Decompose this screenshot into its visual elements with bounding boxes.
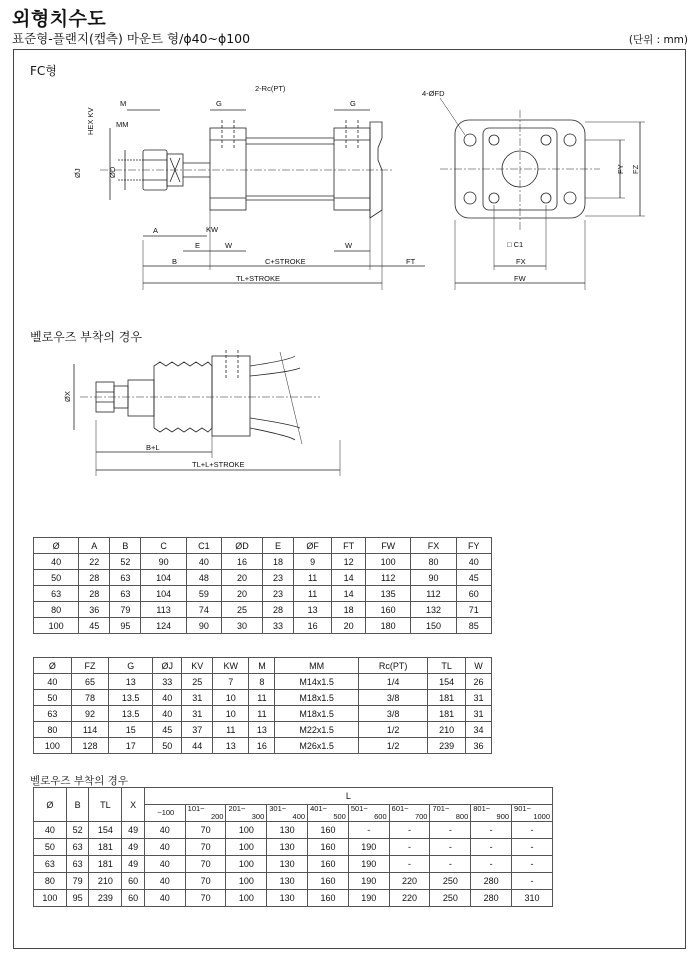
dim-b-plus-l: B+L bbox=[146, 443, 160, 452]
table-cell: 60 bbox=[122, 890, 145, 907]
table-cell: 181 bbox=[428, 706, 466, 722]
table-cell: 130 bbox=[267, 873, 308, 890]
dim-a: A bbox=[153, 226, 159, 235]
table-cell: 132 bbox=[411, 602, 456, 618]
range-from: 901~ bbox=[514, 804, 531, 813]
table-cell: 20 bbox=[222, 586, 263, 602]
dim-g-right: G bbox=[350, 99, 356, 108]
range-to: 700 bbox=[414, 812, 428, 821]
table-row bbox=[34, 586, 492, 602]
table-cell: 34 bbox=[466, 722, 492, 738]
header-cell: ØD bbox=[222, 538, 263, 554]
table-header-row bbox=[34, 658, 492, 674]
bellows-table-label: 벨로우즈 부착의 경우 bbox=[30, 775, 128, 787]
table-cell: 45 bbox=[152, 722, 181, 738]
table-cell: 100 bbox=[34, 890, 67, 907]
table-cell: 40 bbox=[144, 856, 185, 873]
header-cell: ØF bbox=[294, 538, 332, 554]
table-cell: 130 bbox=[267, 822, 308, 839]
table-cell: 95 bbox=[110, 618, 141, 634]
table-cell: 45 bbox=[79, 618, 110, 634]
table-row bbox=[34, 890, 553, 907]
range-from: 401~ bbox=[310, 804, 327, 813]
table-cell: - bbox=[512, 856, 553, 873]
table-cell: 160 bbox=[308, 856, 349, 873]
bellows-view bbox=[74, 350, 340, 476]
table-row bbox=[34, 674, 492, 690]
range-from: 701~ bbox=[432, 804, 450, 813]
table-header-row bbox=[34, 538, 492, 554]
header-cell: Ø bbox=[34, 658, 72, 674]
table-cell: 181 bbox=[428, 690, 466, 706]
table-cell: - bbox=[348, 822, 389, 839]
table-cell: 181 bbox=[89, 839, 122, 856]
table-cell: 37 bbox=[182, 722, 213, 738]
table-cell: 40 bbox=[456, 554, 491, 570]
range-to: 500 bbox=[333, 812, 346, 821]
table-cell: 160 bbox=[308, 890, 349, 907]
table-cell: 150 bbox=[411, 618, 456, 634]
table-cell: 280 bbox=[471, 890, 512, 907]
table-cell: 40 bbox=[144, 839, 185, 856]
table-cell: 250 bbox=[430, 873, 471, 890]
table-cell: 100 bbox=[366, 554, 411, 570]
dim-mm: MM bbox=[116, 120, 129, 129]
table-cell: 10 bbox=[213, 690, 249, 706]
table-cell: M14x1.5 bbox=[275, 674, 359, 690]
table-cell: 190 bbox=[348, 890, 389, 907]
table-cell: 70 bbox=[185, 873, 226, 890]
table-cell: - bbox=[430, 822, 471, 839]
table-cell: 31 bbox=[466, 690, 492, 706]
dim-j: ØJ bbox=[73, 168, 82, 178]
table-cell: 63 bbox=[66, 856, 89, 873]
range-from: 301~ bbox=[269, 804, 287, 813]
table-cell: 26 bbox=[466, 674, 492, 690]
table-cell: 1/2 bbox=[358, 738, 427, 754]
table-cell: 8 bbox=[249, 674, 275, 690]
table-cell: 13 bbox=[249, 722, 275, 738]
table-cell: 70 bbox=[185, 822, 226, 839]
table-cell: 80 bbox=[34, 722, 72, 738]
table-cell: 22 bbox=[79, 554, 110, 570]
dim-e: E bbox=[195, 241, 201, 250]
table-cell: 13.5 bbox=[109, 706, 153, 722]
table-cell: 11 bbox=[249, 690, 275, 706]
range-to: 200 bbox=[210, 812, 224, 821]
table-cell: - bbox=[389, 822, 430, 839]
table-cell: 18 bbox=[332, 602, 366, 618]
dim-d: ØD bbox=[108, 166, 117, 178]
table-cell: 80 bbox=[411, 554, 456, 570]
table-cell: 14 bbox=[332, 570, 366, 586]
dim-tl-l-stroke: TL+L+STROKE bbox=[192, 460, 245, 469]
range-from: 201~ bbox=[228, 804, 246, 813]
table-cell: 18 bbox=[262, 554, 293, 570]
table-cell: 160 bbox=[308, 873, 349, 890]
table-cell: 33 bbox=[152, 674, 181, 690]
table-cell: - bbox=[389, 839, 430, 856]
table-cell: 60 bbox=[456, 586, 491, 602]
table-cell: 50 bbox=[34, 839, 67, 856]
table-cell: 280 bbox=[471, 873, 512, 890]
table-cell: 50 bbox=[34, 570, 79, 586]
range-from: 501~ bbox=[350, 804, 368, 813]
table-cell: - bbox=[471, 856, 512, 873]
table-cell: 130 bbox=[267, 890, 308, 907]
table-cell: 16 bbox=[222, 554, 263, 570]
table-cell: 100 bbox=[34, 738, 72, 754]
cylinder-side-view bbox=[100, 110, 425, 290]
header-cell: FT bbox=[332, 538, 366, 554]
range-header-cell bbox=[348, 805, 389, 822]
table-cell: 36 bbox=[79, 602, 110, 618]
range-header-cell bbox=[471, 805, 512, 822]
range-to: 400 bbox=[292, 812, 306, 821]
table-cell: 70 bbox=[185, 856, 226, 873]
table-cell: 63 bbox=[34, 586, 79, 602]
range-header-cell bbox=[512, 805, 553, 822]
table-cell: 16 bbox=[294, 618, 332, 634]
table-cell: 40 bbox=[34, 674, 72, 690]
table-cell: 20 bbox=[222, 570, 263, 586]
table-cell: 60 bbox=[122, 873, 145, 890]
table-cell: 59 bbox=[186, 586, 221, 602]
header-cell: G bbox=[109, 658, 153, 674]
table-cell: 100 bbox=[34, 618, 79, 634]
header-cell: Rc(PT) bbox=[358, 658, 427, 674]
range-header-cell bbox=[226, 805, 267, 822]
table-row bbox=[34, 822, 553, 839]
table-cell: 40 bbox=[186, 554, 221, 570]
range-header-cell bbox=[308, 805, 349, 822]
table-cell: 220 bbox=[389, 873, 430, 890]
flange-front-view bbox=[440, 98, 645, 290]
table-cell: 33 bbox=[262, 618, 293, 634]
table-cell: 180 bbox=[366, 618, 411, 634]
table-cell: 40 bbox=[34, 554, 79, 570]
dim-fy: FY bbox=[616, 164, 625, 174]
table-cell: 40 bbox=[144, 890, 185, 907]
table-cell: 63 bbox=[34, 856, 67, 873]
dim-w-left: W bbox=[225, 241, 233, 250]
header-cell: C bbox=[141, 538, 186, 554]
dim-fx: FX bbox=[516, 257, 526, 266]
table-cell: 13 bbox=[213, 738, 249, 754]
table-cell: 15 bbox=[109, 722, 153, 738]
table-cell: 49 bbox=[122, 839, 145, 856]
table-cell: 154 bbox=[89, 822, 122, 839]
table-cell: 13 bbox=[109, 674, 153, 690]
table-cell: 11 bbox=[294, 570, 332, 586]
table-cell: 40 bbox=[144, 873, 185, 890]
dim-m: M bbox=[120, 99, 127, 108]
table-cell: 190 bbox=[348, 873, 389, 890]
table-row bbox=[34, 618, 492, 634]
table-cell: 1/2 bbox=[358, 722, 427, 738]
range-header-cell bbox=[430, 805, 471, 822]
table-cell: 74 bbox=[186, 602, 221, 618]
table-cell: 49 bbox=[122, 822, 145, 839]
dim-ft: FT bbox=[406, 257, 416, 266]
table-cell: 65 bbox=[71, 674, 109, 690]
range-from: 801~ bbox=[473, 804, 491, 813]
table-cell: 48 bbox=[186, 570, 221, 586]
table-cell: M26x1.5 bbox=[275, 738, 359, 754]
header-cell-l: L bbox=[144, 788, 552, 805]
table-cell: 210 bbox=[428, 722, 466, 738]
table-cell: 28 bbox=[79, 570, 110, 586]
table-cell: 45 bbox=[456, 570, 491, 586]
table-cell: 49 bbox=[122, 856, 145, 873]
table-cell: 50 bbox=[152, 738, 181, 754]
table-cell: - bbox=[471, 822, 512, 839]
table-cell: 239 bbox=[428, 738, 466, 754]
table-row bbox=[34, 722, 492, 738]
table-cell: 40 bbox=[152, 706, 181, 722]
table-cell: 92 bbox=[71, 706, 109, 722]
table-cell: 25 bbox=[182, 674, 213, 690]
header-cell: E bbox=[262, 538, 293, 554]
table-cell: 154 bbox=[428, 674, 466, 690]
table-cell: 90 bbox=[186, 618, 221, 634]
table-cell: 11 bbox=[249, 706, 275, 722]
table-row bbox=[34, 554, 492, 570]
page-subtitle: 표준형-플랜지(캡측) 마운트 형/ϕ40~ϕ100 bbox=[12, 31, 251, 46]
range-to: 900 bbox=[496, 812, 510, 821]
bellows-drawing-label: 벨로우즈 부착의 경우 bbox=[30, 330, 142, 344]
table-cell: 9 bbox=[294, 554, 332, 570]
table-cell: 63 bbox=[34, 706, 72, 722]
table-cell: 250 bbox=[430, 890, 471, 907]
header-cell: FW bbox=[366, 538, 411, 554]
table-cell: 13.5 bbox=[109, 690, 153, 706]
table-cell: 210 bbox=[89, 873, 122, 890]
table-cell: 104 bbox=[141, 570, 186, 586]
table-cell: 3/8 bbox=[358, 706, 427, 722]
header-cell: M bbox=[249, 658, 275, 674]
table-cell: 63 bbox=[110, 570, 141, 586]
table-cell: 78 bbox=[71, 690, 109, 706]
table-cell: 52 bbox=[110, 554, 141, 570]
table-row bbox=[34, 570, 492, 586]
table-header-row bbox=[34, 788, 553, 805]
table-cell: 25 bbox=[222, 602, 263, 618]
dim-x: ØX bbox=[63, 391, 72, 402]
table-row bbox=[34, 690, 492, 706]
table-cell: 16 bbox=[249, 738, 275, 754]
range-to: 600 bbox=[374, 812, 387, 821]
table-cell: 114 bbox=[71, 722, 109, 738]
table-cell: M22x1.5 bbox=[275, 722, 359, 738]
range-header-cell bbox=[144, 805, 185, 822]
table-cell: 190 bbox=[348, 856, 389, 873]
table-cell: 160 bbox=[366, 602, 411, 618]
table-cell: 31 bbox=[466, 706, 492, 722]
range-header-cell bbox=[389, 805, 430, 822]
dim-rc: 2-Rc(PT) bbox=[255, 84, 286, 93]
table-cell: - bbox=[512, 873, 553, 890]
table-cell: 104 bbox=[141, 586, 186, 602]
table-cell: 40 bbox=[152, 690, 181, 706]
header-cell: TL bbox=[89, 788, 122, 822]
range-from: ~100 bbox=[157, 808, 175, 817]
table-cell: 80 bbox=[34, 873, 67, 890]
table-cell: 17 bbox=[109, 738, 153, 754]
table-cell: 100 bbox=[226, 890, 267, 907]
table-cell: 10 bbox=[213, 706, 249, 722]
table-cell: 7 bbox=[213, 674, 249, 690]
table-row bbox=[34, 706, 492, 722]
header-cell: FY bbox=[456, 538, 491, 554]
table-cell: 100 bbox=[226, 873, 267, 890]
bellows-table bbox=[33, 787, 553, 907]
table-cell: 23 bbox=[262, 586, 293, 602]
table-cell: 130 bbox=[267, 839, 308, 856]
table-cell: 220 bbox=[389, 890, 430, 907]
table-cell: 239 bbox=[89, 890, 122, 907]
table-cell: 28 bbox=[262, 602, 293, 618]
table-cell: - bbox=[430, 839, 471, 856]
dim-g-left: G bbox=[216, 99, 222, 108]
range-to: 800 bbox=[455, 812, 469, 821]
table-cell: 44 bbox=[182, 738, 213, 754]
dim-fd: 4-ØFD bbox=[422, 89, 445, 98]
table-row bbox=[34, 602, 492, 618]
range-to: 300 bbox=[251, 812, 265, 821]
header-cell: C1 bbox=[186, 538, 221, 554]
header-cell: W bbox=[466, 658, 492, 674]
table-cell: 190 bbox=[348, 839, 389, 856]
header-cell: KW bbox=[213, 658, 249, 674]
table-cell: 112 bbox=[366, 570, 411, 586]
table-cell: 100 bbox=[226, 856, 267, 873]
header-cell: ØJ bbox=[152, 658, 181, 674]
table-cell: 31 bbox=[182, 690, 213, 706]
table-cell: 310 bbox=[512, 890, 553, 907]
table-cell: 11 bbox=[294, 586, 332, 602]
table-row bbox=[34, 873, 553, 890]
range-from: 101~ bbox=[187, 804, 205, 813]
table-cell: 112 bbox=[411, 586, 456, 602]
range-header-cell bbox=[185, 805, 226, 822]
header-cell: X bbox=[122, 788, 145, 822]
dim-hex-kv: HEX KV bbox=[86, 107, 95, 135]
table-cell: 90 bbox=[411, 570, 456, 586]
range-to: 1000 bbox=[533, 812, 550, 821]
range-from: 601~ bbox=[391, 804, 409, 813]
fc-type-label: FC형 bbox=[30, 64, 57, 78]
table-cell: 63 bbox=[110, 586, 141, 602]
table-cell: - bbox=[389, 856, 430, 873]
dimension-table-1 bbox=[33, 537, 492, 634]
header-cell: TL bbox=[428, 658, 466, 674]
table-cell: 28 bbox=[79, 586, 110, 602]
dim-b: B bbox=[172, 257, 178, 266]
table-cell: - bbox=[512, 839, 553, 856]
table-cell: - bbox=[512, 822, 553, 839]
header-cell: B bbox=[110, 538, 141, 554]
table-cell: 80 bbox=[34, 602, 79, 618]
header-cell: Ø bbox=[34, 788, 67, 822]
table-cell: 135 bbox=[366, 586, 411, 602]
table-cell: 3/8 bbox=[358, 690, 427, 706]
header-cell: MM bbox=[275, 658, 359, 674]
table-cell: 63 bbox=[66, 839, 89, 856]
table-cell: 79 bbox=[110, 602, 141, 618]
table-cell: 113 bbox=[141, 602, 186, 618]
header-cell: A bbox=[79, 538, 110, 554]
header-cell: B bbox=[66, 788, 89, 822]
table-cell: 70 bbox=[185, 890, 226, 907]
table-cell: 100 bbox=[226, 822, 267, 839]
dim-tl-stroke: TL+STROKE bbox=[236, 274, 280, 283]
table-cell: 40 bbox=[34, 822, 67, 839]
table-cell: 130 bbox=[267, 856, 308, 873]
header-cell: FZ bbox=[71, 658, 109, 674]
dim-kw: KW bbox=[206, 225, 219, 234]
table-cell: 124 bbox=[141, 618, 186, 634]
table-cell: 71 bbox=[456, 602, 491, 618]
table-cell: 100 bbox=[226, 839, 267, 856]
table-row bbox=[34, 738, 492, 754]
table-cell: 1/4 bbox=[358, 674, 427, 690]
table-cell: 79 bbox=[66, 873, 89, 890]
table-cell: - bbox=[430, 856, 471, 873]
dim-c-stroke: C+STROKE bbox=[265, 257, 306, 266]
table-cell: 50 bbox=[34, 690, 72, 706]
table-cell: 52 bbox=[66, 822, 89, 839]
table-cell: 70 bbox=[185, 839, 226, 856]
table-cell: 40 bbox=[144, 822, 185, 839]
table-cell: M18x1.5 bbox=[275, 706, 359, 722]
table-cell: 181 bbox=[89, 856, 122, 873]
range-header-cell bbox=[267, 805, 308, 822]
unit-note: (단위 : mm) bbox=[628, 34, 688, 46]
table-row bbox=[34, 856, 553, 873]
table-cell: 30 bbox=[222, 618, 263, 634]
table-cell: 14 bbox=[332, 586, 366, 602]
table-cell: 13 bbox=[294, 602, 332, 618]
table-cell: 20 bbox=[332, 618, 366, 634]
dim-fz: FZ bbox=[631, 164, 640, 174]
table-cell: 95 bbox=[66, 890, 89, 907]
header-cell: Ø bbox=[34, 538, 79, 554]
table-cell: 160 bbox=[308, 822, 349, 839]
table-cell: 90 bbox=[141, 554, 186, 570]
dimension-table-2 bbox=[33, 657, 492, 754]
table-cell: 128 bbox=[71, 738, 109, 754]
page-title: 외형치수도 bbox=[12, 8, 107, 30]
header-cell: KV bbox=[182, 658, 213, 674]
table-cell: 12 bbox=[332, 554, 366, 570]
table-row bbox=[34, 839, 553, 856]
dim-w-right: W bbox=[345, 241, 353, 250]
dim-c1: □ C1 bbox=[507, 240, 524, 249]
table-cell: M18x1.5 bbox=[275, 690, 359, 706]
table-cell: 85 bbox=[456, 618, 491, 634]
table-cell: 11 bbox=[213, 722, 249, 738]
dim-fw: FW bbox=[514, 274, 526, 283]
table-cell: - bbox=[471, 839, 512, 856]
table-cell: 36 bbox=[466, 738, 492, 754]
table-cell: 23 bbox=[262, 570, 293, 586]
table-cell: 31 bbox=[182, 706, 213, 722]
header-cell: FX bbox=[411, 538, 456, 554]
table-cell: 160 bbox=[308, 839, 349, 856]
